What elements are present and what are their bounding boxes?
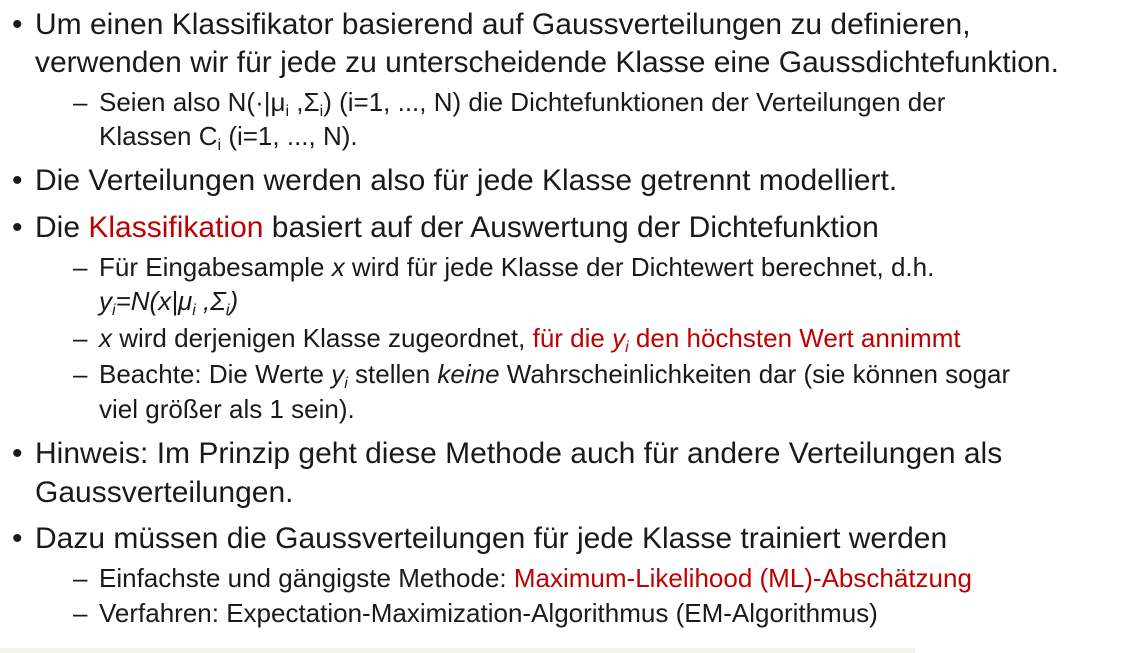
bullet-text: Hinweis: Im Prinzip geht diese Methode auch für andere Verteilungen als <box>35 437 1003 470</box>
bullet-dot: • <box>12 164 23 197</box>
bullet-dash: – <box>73 598 88 628</box>
bullet-text: Dazu müssen die Gaussverteilungen für jede Klasse trainiert werden <box>35 522 948 555</box>
sub-bullet-text: Für Eingabesample x wird für jede Klasse der Dichtewert berechnet, d.h. <box>99 252 935 282</box>
bullet-dash: – <box>73 323 88 353</box>
sub-bullet-text: viel größer als 1 sein). <box>99 394 355 424</box>
sub-bullet-text: Verfahren: Expectation-Maximization-Algorithmus (EM-Algorithmus) <box>99 598 878 628</box>
formula: $y_i=N(x|\mu_i$ $,\Sigma_i$) <box>99 286 239 320</box>
bullet-dot: • <box>12 211 23 244</box>
sub-bullet-text: x wird derjenigen Klasse zugeordnet, für die $y_i$ den höchsten Wert annimmt <box>99 323 961 357</box>
bullet-dash: – <box>73 563 88 593</box>
bullet-text: Gaussverteilungen. <box>35 476 294 509</box>
bullet-dot: • <box>12 522 23 555</box>
bullet-dash: – <box>73 252 88 282</box>
highlight-term: Klassifikation <box>88 211 264 244</box>
highlight-phrase: für die $y_i$ den höchsten Wert annimmt <box>532 323 961 357</box>
sub-bullet-text: Seien also $N(\cdot|\mu_i$ $,\Sigma_i$) (i=1, ..., N) die Dichtefunktionen der Verteilungen der <box>99 87 946 121</box>
bullet-dash: – <box>73 359 88 389</box>
bullet-text: verwenden wir für jede zu unterscheidende Klasse eine Gaussdichtefunktion. <box>35 46 1059 79</box>
bullet-text: Die Klassifikation basiert auf der Auswertung der Dichtefunktion <box>35 211 879 244</box>
sub-bullet-text: Einfachste und gängigste Methode: Maximum-Likelihood (ML)-Abschätzung <box>99 563 972 593</box>
sub-bullet-text: Klassen $C_i$ (i=1, ..., N). <box>99 121 358 155</box>
bullet-dash: – <box>73 87 88 117</box>
bullet-dot: • <box>12 437 23 470</box>
bullet-dot: • <box>12 8 23 41</box>
bottom-rule <box>0 648 915 653</box>
bullet-text: Die Verteilungen werden also für jede Klasse getrennt modelliert. <box>35 164 898 197</box>
sub-bullet-text: Beachte: Die Werte $y_i$ stellen keine Wahrscheinlichkeiten dar (sie können sogar <box>99 359 1011 393</box>
highlight-term: Maximum-Likelihood (ML)-Abschätzung <box>513 563 972 593</box>
bullet-text: Um einen Klassifikator basierend auf Gaussverteilungen zu definieren, <box>35 8 971 41</box>
